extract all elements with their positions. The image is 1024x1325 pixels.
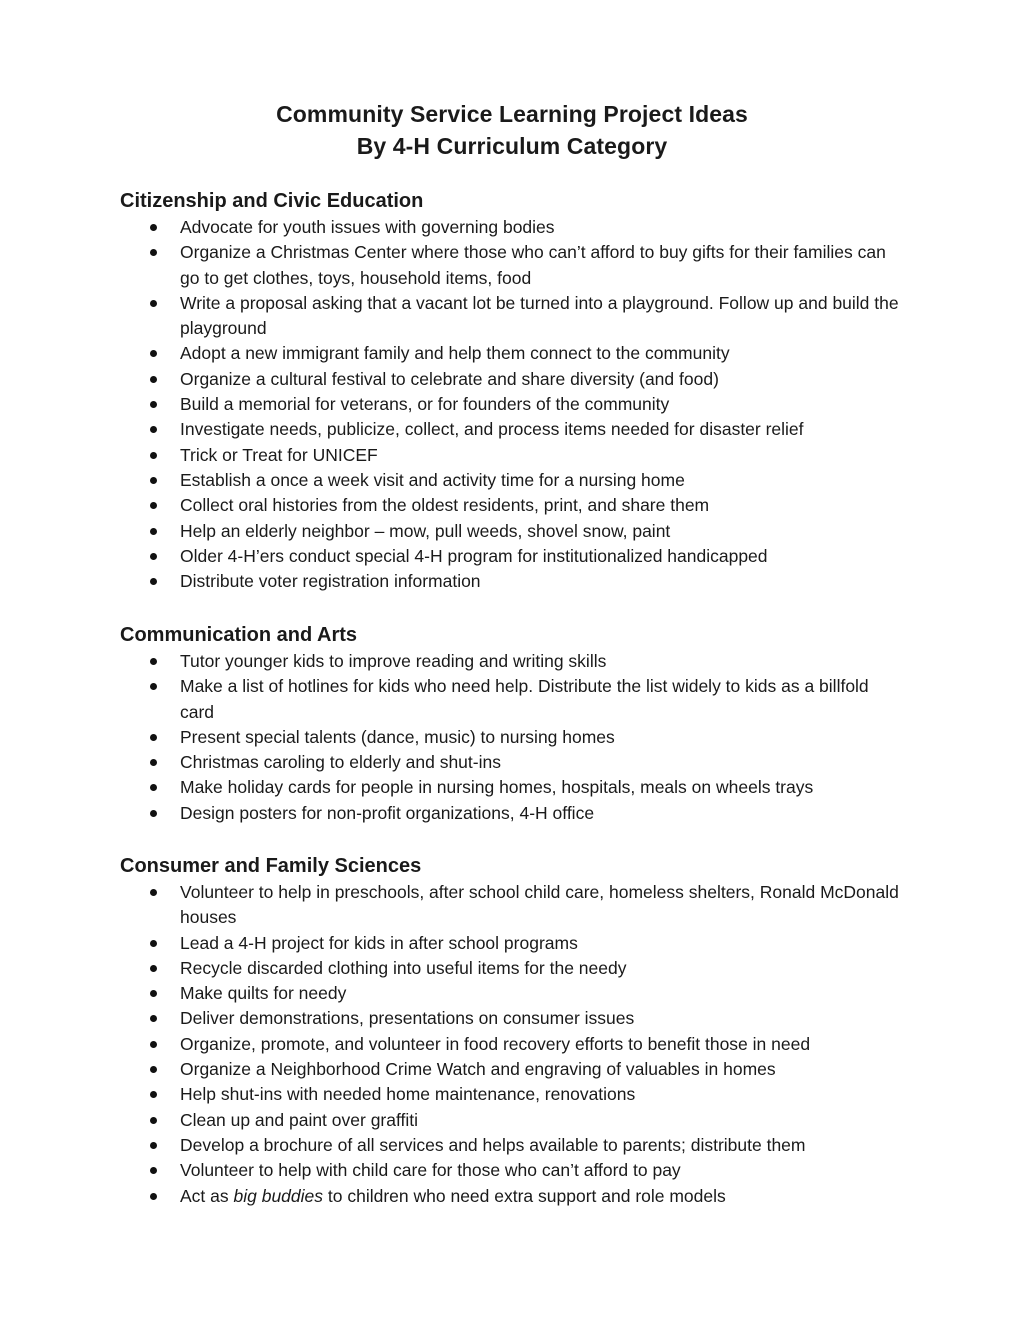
bullet-icon (150, 1066, 157, 1073)
list-item: Write a proposal asking that a vacant lot be turned into a playground. Follow up and build the playground (120, 291, 900, 342)
section-heading: Consumer and Family Sciences (120, 855, 422, 877)
list-item: Build a memorial for veterans, or for founders of the community (120, 392, 900, 417)
bullet-icon (150, 990, 157, 997)
bullet-icon (150, 1193, 157, 1200)
bullet-icon (150, 578, 157, 585)
list-item: Recycle discarded clothing into useful items for the needy (120, 956, 900, 981)
list-item: Organize a Neighborhood Crime Watch and engraving of valuables in homes (120, 1057, 900, 1082)
bullet-icon (150, 784, 157, 791)
bullet-icon (150, 940, 157, 947)
title-line-1: Community Service Learning Project Ideas (276, 101, 748, 127)
bullet-icon (150, 683, 157, 690)
bullet-icon (150, 658, 157, 665)
list-item: Trick or Treat for UNICEF (120, 443, 900, 468)
document-title (0, 98, 1024, 162)
bullet-icon (150, 376, 157, 383)
list-item: Older 4-H’ers conduct special 4-H program for institutionalized handicapped (120, 544, 900, 569)
bullet-icon (150, 810, 157, 817)
list-item: Organize a Christmas Center where those who can’t afford to buy gifts for their families can go to get clothes, toys, household items, food (120, 240, 900, 291)
bullet-icon (150, 401, 157, 408)
bullet-icon (150, 734, 157, 741)
section-heading: Citizenship and Civic Education (120, 190, 424, 212)
list-item: Collect oral histories from the oldest residents, print, and share them (120, 493, 900, 518)
bullet-icon (150, 426, 157, 433)
bullet-icon (150, 1167, 157, 1174)
title-line-2: By 4-H Curriculum Category (356, 133, 668, 159)
bullet-icon (150, 502, 157, 509)
bullet-icon (150, 1117, 157, 1124)
bullet-icon (150, 452, 157, 459)
list-item: Distribute voter registration information (120, 569, 900, 594)
list-item: Present special talents (dance, music) to nursing homes (120, 725, 900, 750)
list-item: Organize a cultural festival to celebrate and share diversity (and food) (120, 367, 900, 392)
list-item: Organize, promote, and volunteer in food recovery efforts to benefit those in need (120, 1032, 900, 1057)
bullet-icon (150, 224, 157, 231)
list-item: Make a list of hotlines for kids who need help. Distribute the list widely to kids as a billfold card (120, 674, 900, 725)
list-item: Investigate needs, publicize, collect, and process items needed for disaster relief (120, 417, 900, 442)
list-item: Deliver demonstrations, presentations on consumer issues (120, 1006, 900, 1031)
bullet-icon (150, 759, 157, 766)
list-item: Help shut-ins with needed home maintenance, renovations (120, 1082, 900, 1107)
section-citizenship (120, 188, 920, 594)
bullet-icon (150, 350, 157, 357)
bullet-icon (150, 1015, 157, 1022)
bullet-icon (150, 1041, 157, 1048)
section-heading: Communication and Arts (120, 624, 358, 646)
list-item: Develop a brochure of all services and helps available to parents; distribute them (120, 1133, 900, 1158)
list-item: Volunteer to help with child care for those who can’t afford to pay (120, 1158, 900, 1183)
section-communication-arts (120, 622, 920, 826)
list-item: Adopt a new immigrant family and help them connect to the community (120, 341, 900, 366)
list-item: Lead a 4-H project for kids in after school programs (120, 931, 900, 956)
bullet-list (120, 649, 920, 826)
bullet-icon (150, 553, 157, 560)
list-item: Advocate for youth issues with governing bodies (120, 215, 900, 240)
list-item: Christmas caroling to elderly and shut-ins (120, 750, 900, 775)
list-item: Make holiday cards for people in nursing homes, hospitals, meals on wheels trays (120, 775, 900, 800)
list-item: Design posters for non-profit organizations, 4-H office (120, 801, 900, 826)
emphasis-text: big buddies (233, 1185, 324, 1206)
bullet-icon (150, 889, 157, 896)
list-item: Act as big buddies to children who need extra support and role models (120, 1184, 900, 1209)
list-item: Clean up and paint over graffiti (120, 1108, 900, 1133)
bullet-list (120, 880, 920, 1209)
list-item: Make quilts for needy (120, 981, 900, 1006)
list-item: Tutor younger kids to improve reading and writing skills (120, 649, 900, 674)
bullet-icon (150, 249, 157, 256)
list-item: Volunteer to help in preschools, after school child care, homeless shelters, Ronald McDonald houses (120, 880, 900, 931)
bullet-icon (150, 1142, 157, 1149)
bullet-icon (150, 300, 157, 307)
bullet-icon (150, 528, 157, 535)
list-item: Help an elderly neighbor – mow, pull weeds, shovel snow, paint (120, 519, 900, 544)
bullet-icon (150, 1091, 157, 1098)
bullet-icon (150, 477, 157, 484)
bullet-list (120, 215, 920, 594)
list-item: Establish a once a week visit and activity time for a nursing home (120, 468, 900, 493)
section-consumer-family (120, 853, 920, 1209)
bullet-icon (150, 965, 157, 972)
